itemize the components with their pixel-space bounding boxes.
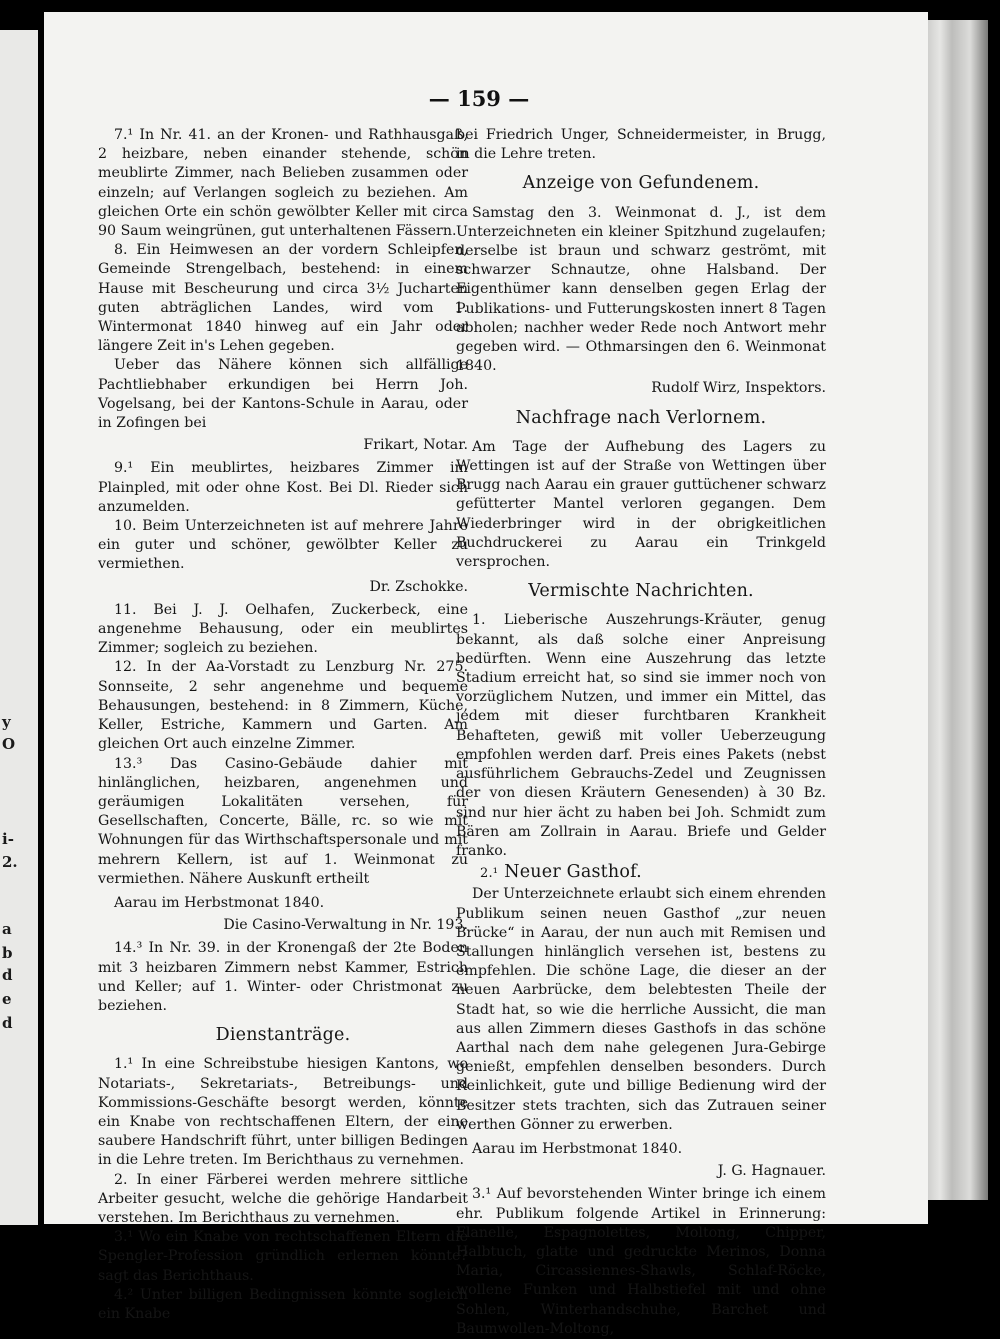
notice-paragraph: 13.³ Das Casino-Gebäude dahier mit hinlänglichen, heizbaren, angenehmen und geräumigen Lokalitäten versehen, für Gesellschaften, Concerte, Bälle, rc. so wie mit Wohnungen für das Wirthschaftspersonale und mit mehrern Kellern, ist auf 1. Weinmonat zu vermiethen. Nähere Auskunft ertheilt — [98, 755, 468, 887]
prev-page-fragment: a — [2, 920, 12, 938]
signature: Die Casino-Verwaltung in Nr. 193. — [223, 917, 468, 934]
notice-continuation: bei Friedrich Unger, Schneidermeister, in Brugg, in die Lehre treten. — [456, 127, 826, 163]
left-column — [98, 126, 468, 1324]
signature: J. G. Hagnauer. — [717, 1163, 826, 1180]
prev-page-fragment: d — [2, 966, 13, 984]
signature: Dr. Zschokke. — [369, 578, 468, 595]
notice-paragraph: 10. Beim Unterzeichneten ist auf mehrere Jahre ein guter und schöner, gewölbter Keller zu vermiethen. — [98, 518, 468, 573]
notice-paragraph: 3.¹ Wo ein Knabe von rechtschaffenen Eltern die Spengler-Profession gründlich erlernen könnte? sagt das Berichthaus. — [98, 1229, 468, 1284]
notice-paragraph: 2. In einer Färberei werden mehrere sittliche Arbeiter gesucht, welche die gehörige Handarbeit verstehen. Im Berichthaus zu vernehmen. — [98, 1171, 468, 1226]
prev-page-fragment: b — [2, 944, 13, 962]
section-heading: Anzeige von Gefundenem. — [522, 173, 760, 194]
notice-paragraph: 8. Ein Heimwesen an der vordern Schleipfen, Gemeinde Strengelbach, bestehend: in einem Hause mit Bescheurung und circa 3½ Jucharten guten abträglichen Landes, wird vom 1. Wintermonat 1840 hinweg auf ein Jahr oder längere Zeit in's Lehen gegeben. — [98, 242, 468, 355]
notice-paragraph: 1.¹ In eine Schreibstube hiesigen Kantons, wo Notariats-, Sekretariats-, Betreibungs- und Kommissions-Geschäfte besorgt werden, könnte ein Knabe von rechtschaffenen Eltern, der eine saubere Handschrift führt, unter billigen Bedingen in die Lehre treten. Im Berichthaus zu vernehmen. — [98, 1056, 468, 1169]
notice-paragraph: 11. Bei J. J. Oelhafen, Zuckerbeck, eine angenehme Behausung, oder ein meublirtes Zimmer; sogleich zu beziehen. — [98, 601, 468, 657]
prev-page-fragment: i- — [2, 830, 14, 848]
right-column — [456, 126, 826, 1339]
notice-paragraph: Am Tage der Aufhebung des Lagers zu Wettingen ist auf der Straße von Wettingen über Brugg nach Aarau ein grauer guttüchener schwarz gefütterter Mantel verloren gegangen. Dem Wiederbringer wird in der obrigkeitlichen Buchdruckerei zu Aarau ein Trinkgeld versprochen. — [456, 438, 826, 571]
prev-page-fragment: d — [2, 1014, 13, 1032]
notice-paragraph: 3.¹ Auf bevorstehenden Winter bringe ich einem ehr. Publikum folgende Artikel in Erinnerung: Flanelle, Espagnolettes, Moltong, Chipper, Halbtuch, glatte und gedruckte Merinos, Donna Maria, Circassiennes-Shawls, Schlaf-Röcke, wollene Funken und Halbstiefel mit und ohne Sohlen, Winterhandschuhe, Barchet und Baumwollen-Moltong, — [456, 1186, 826, 1337]
prev-page-fragment: 2. — [2, 853, 18, 871]
prev-page-fragment: y — [2, 713, 11, 731]
section-heading — [456, 863, 826, 883]
notice-paragraph: 7.¹ In Nr. 41. an der Kronen- und Rathhausgaß, 2 heizbare, neben einander stehende, schön meublirte Zimmer, nach Belieben zusammen oder einzeln; auf Verlangen sogleich zu beziehen. Am gleichen Orte ein schön gewölbter Keller mit circa 90 Saum weingrünen, gut unterhaltenen Fässern. — [98, 127, 468, 240]
notice-paragraph: 14.³ In Nr. 39. in der Kronengaß der 2te Boden mit 3 heizbaren Zimmern nebst Kammer, Estrich und Keller; auf 1. Winter- oder Christmonat zu beziehen. — [98, 940, 468, 1014]
notice-paragraph: Ueber das Nähere können sich allfällige Pachtliebhaber erkundigen bei Herrn Joh. Vogelsang, bei der Kantons-Schule in Aarau, oder in Zofingen bei — [98, 357, 468, 432]
place-date: Aarau im Herbstmonat 1840. — [114, 894, 325, 911]
notice-paragraph: 9.¹ Ein meublirtes, heizbares Zimmer im Plainpled, mit oder ohne Kost. Bei Dl. Rieder sich anzumelden. — [98, 460, 468, 515]
prev-page-fragment: O — [2, 735, 16, 753]
heading-text: Neuer Gasthof. — [504, 862, 642, 883]
section-heading: Nachfrage nach Verlornem. — [515, 407, 767, 428]
previous-page-edge — [0, 30, 38, 1225]
section-heading: Dienstanträge. — [215, 1025, 351, 1046]
notice-number: 2.¹ — [480, 866, 499, 882]
signature: Frikart, Notar. — [363, 437, 468, 454]
notice-paragraph: Samstag den 3. Weinmonat d. J., ist dem Unterzeichneten ein kleiner Spitzhund zugelaufen; derselbe ist braun und schwarz geströmt, mit schwarzer Schnautze, ohne Halsband. Der Eigenthümer kann denselben gegen Erlag der Publikations- und Futterungskosten innert 8 Tagen abholen; nachher weder Rede noch Antwort mehr gegeben wird. — Othmarsingen den 6. Weinmonat 1840. — [456, 204, 826, 375]
prev-page-fragment: e — [2, 990, 12, 1008]
page-number: — 159 — — [428, 86, 530, 111]
section-heading: Vermischte Nachrichten. — [528, 581, 754, 602]
page-stack-edge — [928, 20, 988, 1200]
notice-paragraph: 1. Lieberische Auszehrungs-Kräuter, genug bekannt, als daß solche einer Anpreisung bedürften. Wenn eine Auszehrung das letzte Stadium erreicht hat, so sind sie immer noch von vorzüglichem Nutzen, und immer ein Mittel, das jedem mit dieser furchtbaren Krankheit Behafteten, gewiß mit voller Ueberzeugung empfohlen werden darf. Preis eines Pakets (nebst ausführlichem Gebrauchs-Zedel und Zeugnissen der von diesen Kräutern Genesenden) à 30 Bz. sind nur hier ächt zu haben bei Joh. Schmidt zum Bären am Zollrain in Aarau. Briefe und Gelder franko. — [456, 612, 826, 859]
signature: Rudolf Wirz, Inspektors. — [651, 380, 826, 397]
newspaper-page — [44, 12, 928, 1337]
notice-paragraph: Der Unterzeichnete erlaubt sich einem ehrenden Publikum seinen neuen Gasthof „zur neuen Brücke“ in Aarau, der nun auch mit Remisen und Stallungen hinlänglich versehen ist, bestens zu empfehlen. Die schöne Lage, die dieser an der neuen Aarbrücke, dem belebtesten Theile der Stadt hat, so wie die herrliche Aussicht, die man aus allen Zimmern dieses Gasthofs in das schöne Aarthal nach dem nahe gelegenen Jura-Gebirge genießt, empfehlen denselben besonders. Durch Reinlichkeit, gute und billige Bedienung wird der Besitzer stets trachten, sich das Zutrauen seiner werthen Gönner zu erwerben. — [456, 886, 826, 1133]
notice-paragraph: 12. In der Aa-Vorstadt zu Lenzburg Nr. 275. Sonnseite, 2 sehr angenehme und bequeme Behausungen, bestehend: in 8 Zimmern, Küche, Keller, Estriche, Kammern und Garten. Am gleichen Ort auch einzelne Zimmer. — [98, 659, 468, 753]
place-date: Aarau im Herbstmonat 1840. — [472, 1140, 683, 1157]
notice-paragraph: 4.² Unter billigen Bedingnissen könnte sogleich ein Knabe — [98, 1286, 468, 1322]
